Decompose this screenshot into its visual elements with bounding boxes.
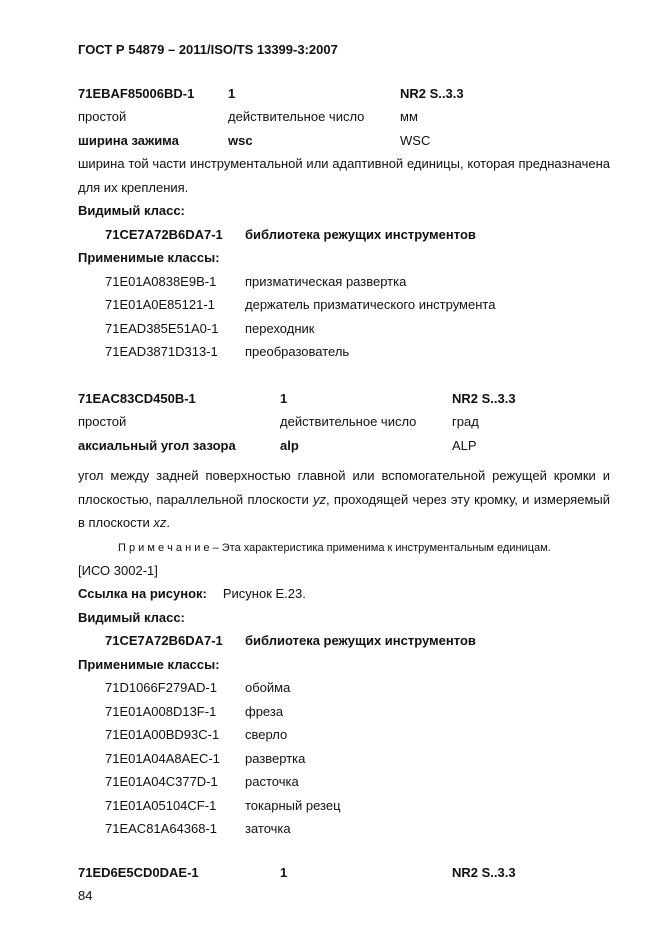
- note-text: – Эта характеристика применима к инструментальным единицам.: [209, 541, 551, 554]
- property-version: 1: [280, 390, 288, 406]
- class-name: заточка: [245, 821, 291, 836]
- property-id: 71ED6E5CD0DAE-1: [78, 864, 199, 880]
- class-code: 71EAC81A64368-1: [105, 821, 218, 836]
- applicable-class-row: [78, 700, 610, 724]
- property-id-row: [78, 387, 610, 411]
- applicable-classes-label: Применимые классы:: [78, 656, 220, 672]
- class-code: 71CE7A72B6DA7-1: [105, 226, 223, 242]
- class-code: 71E01A0838E9B-1: [105, 273, 217, 289]
- class-code: 71E01A04C377D-1: [105, 774, 218, 789]
- class-code: 71D1066F279AD-1: [105, 680, 218, 695]
- figure-reference-label: Ссылка на рисунок:: [78, 586, 207, 601]
- property-kind: простой: [78, 414, 127, 429]
- property-id-row: [78, 82, 610, 106]
- class-code: 71E01A0E85121-1: [105, 297, 215, 312]
- property-format: NR2 S..3.3: [452, 864, 516, 880]
- property-type-row: [78, 410, 610, 434]
- applicable-class-row: [78, 817, 610, 841]
- visible-class-label: Видимый класс:: [78, 203, 185, 218]
- figure-reference-row: [78, 582, 610, 606]
- visible-class-label: Видимый класс:: [78, 609, 185, 625]
- class-name: преобразователь: [245, 344, 350, 359]
- property-entry-1: [78, 82, 610, 364]
- class-code: 71E01A00BD93C-1: [105, 727, 220, 742]
- source-reference: [ИСО 3002-1]: [78, 562, 158, 578]
- class-name: токарный резец: [245, 797, 341, 813]
- property-id: 71EAC83CD450B-1: [78, 390, 196, 406]
- applicable-class-row: [78, 770, 610, 794]
- class-name: держатель призматического инструмента: [245, 297, 496, 312]
- property-entry-2: [78, 387, 610, 841]
- applicable-class-row: [78, 723, 610, 747]
- applicable-class-row: [78, 340, 610, 364]
- property-id-row: [78, 861, 610, 885]
- property-format: NR2 S..3.3: [452, 390, 516, 406]
- applicable-class-row: [78, 676, 610, 700]
- property-type-row: [78, 105, 610, 129]
- applicable-class-row: [78, 293, 610, 317]
- applicable-classes-label: Применимые классы:: [78, 250, 220, 265]
- property-name-row: [78, 129, 610, 153]
- note-line: [78, 537, 610, 559]
- property-version: 1: [280, 864, 288, 880]
- figure-reference-value: Рисунок Е.23.: [222, 586, 306, 601]
- property-entry-3: [78, 861, 610, 885]
- class-name: сверло: [245, 727, 288, 742]
- property-definition: ширина той части инструментальной или адаптивной единицы, которая предназначена для их крепления.: [78, 156, 610, 195]
- applicable-class-row: [78, 270, 610, 294]
- applicable-class-row: [78, 317, 610, 341]
- property-format: NR2 S..3.3: [400, 85, 464, 101]
- visible-class-row: [78, 223, 610, 247]
- page-number: 84: [78, 888, 93, 903]
- property-definition: угол между задней поверхностью главной или вспомогательной режущей кромки и плоскостью, параллельной плоскости yz, проходящей через эту кромку, и измеряемый в плоскости xz.: [78, 468, 610, 530]
- class-name: развертка: [245, 750, 306, 766]
- property-datatype: действительное число: [280, 414, 417, 429]
- axis-plane-yz: yz: [313, 491, 327, 507]
- document-header: ГОСТ Р 54879 – 2011/ISO/TS 13399-3:2007: [78, 42, 338, 57]
- property-symbol: wsc: [228, 132, 253, 148]
- class-name: переходник: [245, 320, 315, 336]
- class-code: 71E01A05104CF-1: [105, 797, 217, 813]
- class-name: библиотека режущих инструментов: [245, 633, 476, 648]
- property-name: аксиальный угол зазора: [78, 437, 236, 453]
- property-version: 1: [228, 85, 236, 101]
- class-name: расточка: [245, 774, 299, 789]
- property-kind: простой: [78, 109, 127, 124]
- property-name: ширина зажима: [78, 132, 179, 148]
- applicable-class-row: [78, 794, 610, 818]
- class-code: 71E01A04A8AEC-1: [105, 750, 220, 766]
- axis-plane-xz: xz: [153, 515, 167, 530]
- property-symbol: alp: [280, 437, 299, 453]
- class-code: 71CE7A72B6DA7-1: [105, 633, 223, 648]
- class-code: 71EAD385E51A0-1: [105, 320, 219, 336]
- visible-class-row: [78, 629, 610, 653]
- property-unit: град: [452, 414, 479, 429]
- property-code: WSC: [400, 132, 431, 148]
- applicable-class-row: [78, 747, 610, 771]
- class-name: обойма: [245, 680, 291, 695]
- property-datatype: действительное число: [228, 109, 365, 124]
- class-name: призматическая развертка: [245, 273, 407, 289]
- class-name: фреза: [245, 703, 284, 719]
- property-unit: мм: [400, 109, 418, 124]
- property-code: ALP: [452, 437, 477, 453]
- class-code: 71EAD3871D313-1: [105, 344, 218, 359]
- class-code: 71E01A008D13F-1: [105, 703, 217, 719]
- property-name-row: [78, 434, 610, 458]
- property-id: 71EBAF85006BD-1: [78, 85, 195, 101]
- note-label: П р и м е ч а н и е: [118, 541, 210, 554]
- class-name: библиотека режущих инструментов: [245, 226, 476, 242]
